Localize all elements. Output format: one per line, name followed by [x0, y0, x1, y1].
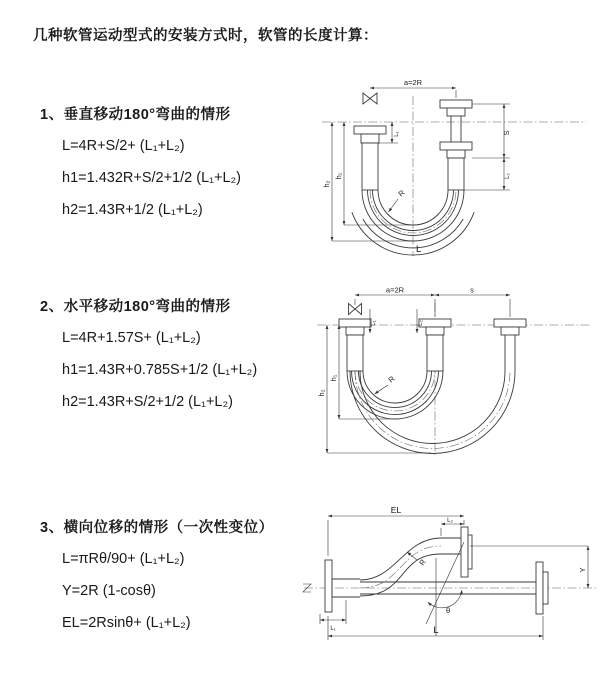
angle-label: θ: [446, 606, 451, 615]
formula-L: L=4R+1.57S+ (L₁+L₂): [62, 330, 201, 346]
radius-label: R: [396, 188, 407, 199]
diagram-vertical-180-bend: [308, 72, 600, 260]
dim-l2: L₂: [505, 173, 511, 179]
dimensions: [317, 286, 510, 454]
hose-s-curve: [360, 538, 441, 596]
dim-y: Y: [578, 567, 587, 573]
dim-h1: h₁: [334, 172, 343, 180]
dimensions: [322, 78, 511, 255]
dim-s: s: [470, 285, 474, 295]
dim-h1: h₁: [329, 374, 338, 382]
dim-h2: h₂: [322, 180, 331, 188]
formula-h1: h1=1.432R+S/2+1/2 (L₁+L₂): [62, 170, 242, 186]
formula-L: L=πRθ/90+ (L₁+L₂): [62, 551, 185, 567]
dim-h2: h₂: [317, 389, 326, 397]
valve-icon: [363, 93, 377, 104]
valve-icon: [349, 304, 362, 315]
section-vertical-bend: [40, 103, 241, 226]
dim-l2: L₂: [447, 518, 453, 524]
formula-h2: h2=1.43R+1/2 (L₁+L₂): [62, 202, 203, 218]
formula-L: L=4R+S/2+ (L₁+L₂): [62, 138, 185, 154]
top-right-flange: [441, 527, 472, 577]
radius-label: R: [386, 374, 397, 385]
right-fitting: [440, 100, 472, 190]
left-fitting: [354, 126, 386, 190]
formula-Y: Y=2R (1-cosθ): [62, 583, 156, 599]
left-flange: [325, 560, 360, 612]
left-fitting: [339, 319, 371, 371]
page-title: 几种软管运动型式的安装方式时，软管的长度计算：: [33, 28, 378, 44]
dim-a2r: a=2R: [403, 78, 423, 87]
formula-EL: EL=2Rsinθ+ (L₁+L₂): [62, 615, 191, 631]
hose-arcs: [347, 371, 515, 454]
dim-l1: L₁: [394, 131, 400, 137]
length-label: L: [416, 244, 422, 255]
section-lateral-displacement: [40, 516, 274, 639]
right-fitting: [494, 319, 526, 371]
dim-l1: L₁: [371, 320, 377, 326]
section-heading: 1、垂直移动180°弯曲的情形: [40, 107, 231, 123]
section-heading: 3、横向位移的情形（一次性变位）: [40, 520, 274, 536]
dim-el: EL: [390, 505, 402, 515]
radius-label: R: [417, 557, 428, 568]
dim-l2: L₂: [418, 320, 424, 326]
dim-l1: L₁: [330, 626, 336, 632]
formula-h2: h2=1.43R+S/2+1/2 (L₁+L₂): [62, 394, 233, 410]
dim-a2r: a=2R: [385, 285, 405, 295]
diagram-horizontal-180-bend: [305, 283, 600, 458]
diagram-lateral-displacement: [298, 500, 600, 648]
dim-l: L: [433, 625, 439, 636]
section-heading: 2、水平移动180°弯曲的情形: [40, 299, 231, 315]
dim-s: S: [502, 130, 511, 136]
section-horizontal-bend: [40, 295, 257, 418]
formula-h1: h1=1.43R+0.785S+1/2 (L₁+L₂): [62, 362, 258, 378]
